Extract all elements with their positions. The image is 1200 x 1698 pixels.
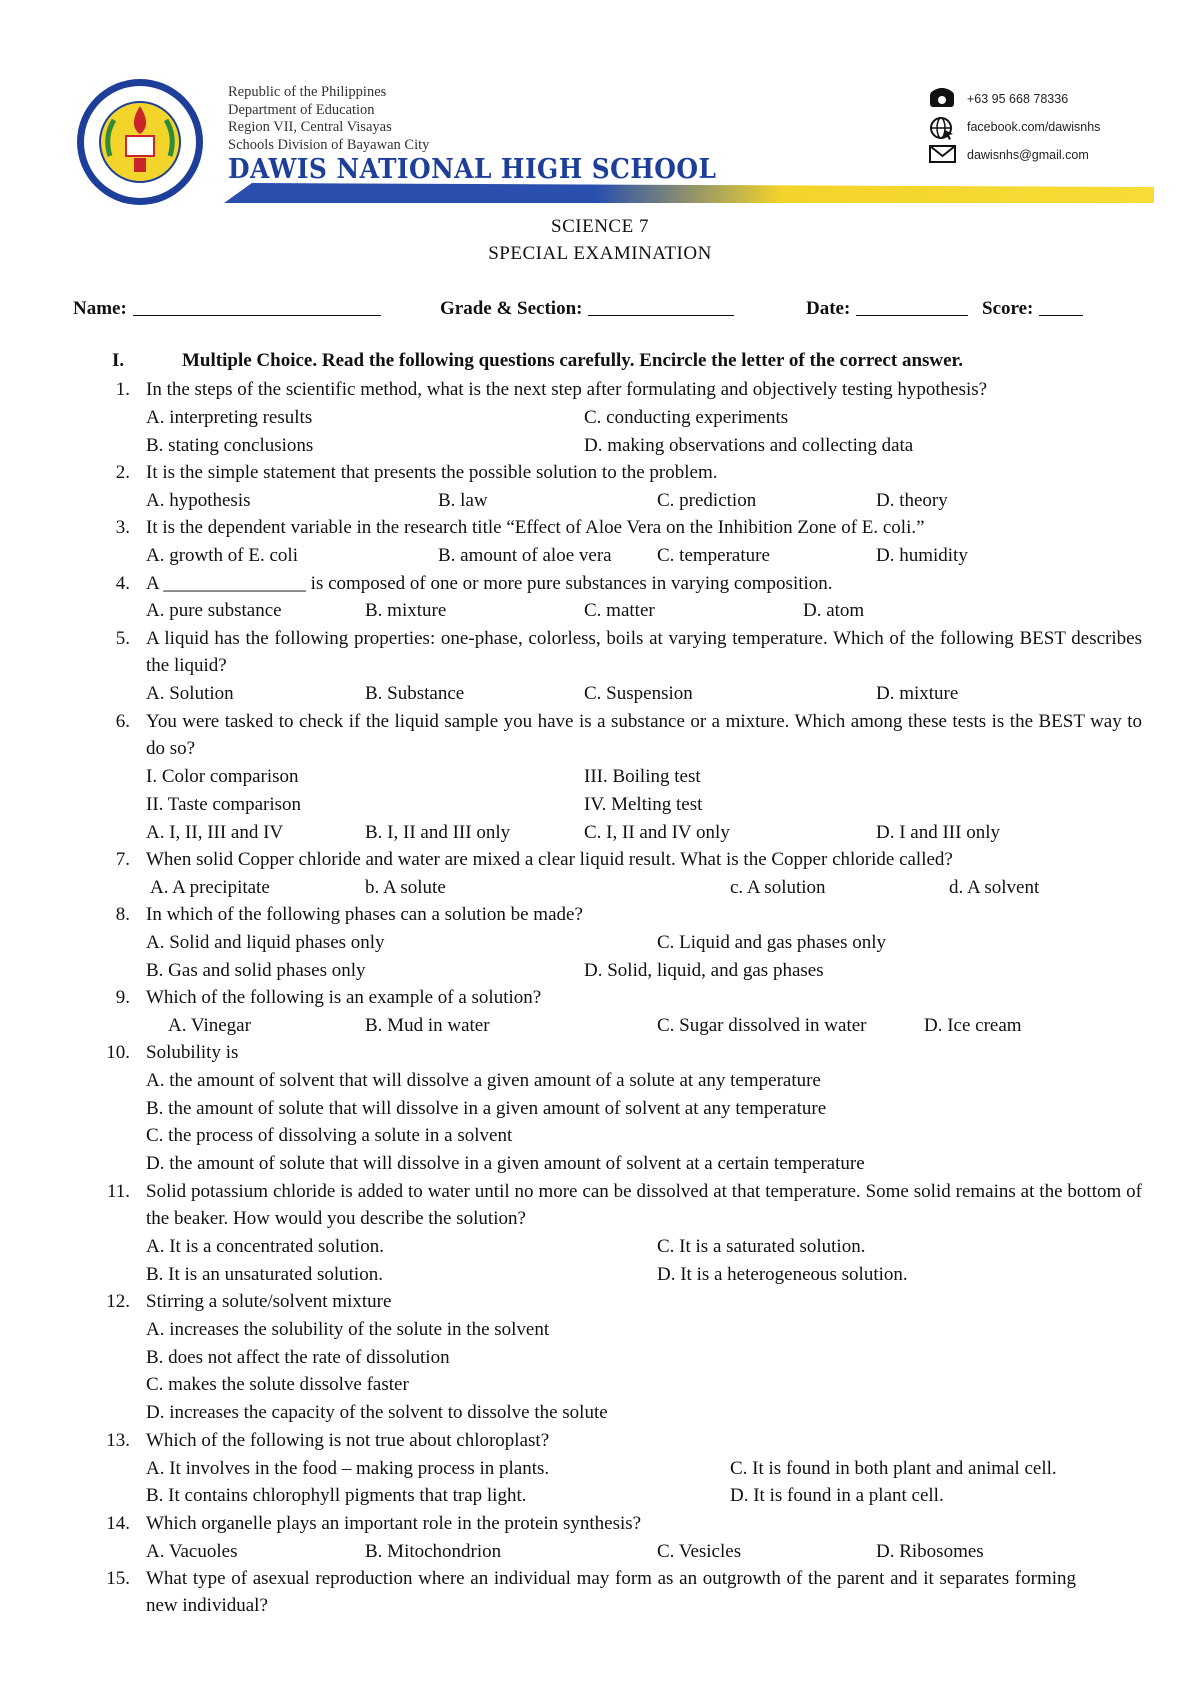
option[interactable]: D. I and III only	[876, 822, 1000, 843]
question-number: 10.	[106, 1042, 130, 1063]
option[interactable]: B. Mitochondrion	[365, 1541, 502, 1562]
question-number: 3.	[115, 517, 130, 538]
letterhead	[74, 76, 1154, 206]
option[interactable]: d. A solvent	[949, 877, 1040, 898]
option[interactable]: A. hypothesis	[146, 490, 251, 511]
option[interactable]: B. amount of aloe vera	[438, 545, 612, 566]
option[interactable]: C. Suspension	[584, 683, 693, 704]
question-number: 14.	[106, 1513, 130, 1534]
option[interactable]: A. Vinegar	[168, 1015, 251, 1036]
score-field[interactable]	[982, 297, 1083, 320]
header-stripe	[224, 183, 1154, 203]
option[interactable]: A. Vacuoles	[146, 1541, 238, 1562]
question-number: 5.	[115, 628, 130, 649]
option[interactable]: B. the amount of solute that will dissolve in a given amount of solvent at any temperature	[146, 1098, 827, 1119]
question-text: A liquid has the following properties: one-phase, colorless, boils at varying temperature. Which of the following BEST describes the liquid?	[146, 628, 1142, 676]
gov-line: Republic of the Philippines	[228, 84, 387, 100]
option[interactable]: A. Solid and liquid phases only	[146, 932, 385, 953]
option[interactable]: B. It contains chlorophyll pigments that trap light.	[146, 1485, 527, 1506]
question-text: Solid potassium chloride is added to water until no more can be dissolved at that temperature. Some solid remains at the bottom of the beaker. How would you describe the solution?	[146, 1181, 1142, 1229]
option[interactable]: A. interpreting results	[146, 407, 313, 428]
exam-title: SPECIAL EXAMINATION	[488, 243, 712, 264]
question-text: It is the simple statement that presents the possible solution to the problem.	[146, 462, 718, 483]
option[interactable]: C. It is found in both plant and animal cell.	[730, 1458, 1057, 1479]
option[interactable]: D. Ice cream	[924, 1015, 1022, 1036]
option[interactable]: D. making observations and collecting data	[584, 435, 914, 456]
name-blank[interactable]	[133, 297, 381, 316]
option[interactable]: C. matter	[584, 600, 655, 621]
date-field[interactable]	[806, 297, 968, 320]
option[interactable]: A. Solution	[146, 683, 234, 704]
option[interactable]: D. the amount of solute that will dissolve in a given amount of solvent at a certain temperature	[146, 1153, 865, 1174]
name-label: Name:	[73, 298, 127, 319]
option[interactable]: A. A precipitate	[150, 877, 270, 898]
option[interactable]: D. atom	[803, 600, 865, 621]
gov-line: Department of Education	[228, 101, 375, 118]
option[interactable]: C. temperature	[657, 545, 770, 566]
option[interactable]: D. It is found in a plant cell.	[730, 1485, 944, 1506]
option[interactable]: C. Vesicles	[657, 1541, 742, 1562]
school-name: DAWIS NATIONAL HIGH SCHOOL	[228, 154, 717, 185]
option[interactable]: C. It is a saturated solution.	[657, 1236, 866, 1257]
option[interactable]: B. It is an unsaturated solution.	[146, 1264, 383, 1285]
globe-icon	[929, 116, 955, 140]
mail-icon	[929, 144, 957, 164]
option[interactable]: A. It is a concentrated solution.	[146, 1236, 384, 1257]
grade-blank[interactable]	[588, 297, 734, 316]
question-number: 4.	[115, 573, 130, 594]
option[interactable]: B. Gas and solid phases only	[146, 960, 366, 981]
option[interactable]: C. Sugar dissolved in water	[657, 1015, 867, 1036]
option[interactable]: D. humidity	[876, 545, 968, 566]
facebook-text: facebook.com/dawisnhs	[967, 120, 1101, 134]
option[interactable]: c. A solution	[730, 877, 826, 898]
question-number: 13.	[106, 1430, 130, 1451]
option[interactable]: D. It is a heterogeneous solution.	[657, 1264, 908, 1285]
question-text: What type of asexual reproduction where an individual may form as an outgrowth of the parent and it separates forming new individual?	[146, 1568, 1076, 1616]
question-text: A _______________ is composed of one or more pure substances in varying composition.	[146, 573, 833, 594]
question-number: 6.	[115, 711, 130, 732]
section-number: I.	[112, 350, 125, 371]
option[interactable]: D. increases the capacity of the solvent to dissolve the solute	[146, 1402, 608, 1423]
option[interactable]: D. Ribosomes	[876, 1541, 984, 1562]
test-item: II. Taste comparison	[146, 794, 302, 815]
phone-text: +63 95 668 78336	[967, 92, 1069, 106]
question-number: 12.	[106, 1291, 130, 1312]
name-field[interactable]	[73, 297, 381, 320]
option[interactable]: A. the amount of solvent that will dissolve a given amount of a solute at any temperature	[146, 1070, 821, 1091]
question-number: 2.	[115, 462, 130, 483]
question-number: 7.	[115, 849, 130, 870]
test-item: IV. Melting test	[584, 794, 703, 815]
option[interactable]: A. It involves in the food – making process in plants.	[146, 1458, 550, 1479]
option[interactable]: D. Solid, liquid, and gas phases	[584, 960, 824, 981]
question-number: 11.	[106, 1181, 130, 1202]
question-text: You were tasked to check if the liquid sample you have is a substance or a mixture. Which among these tests is the BEST way to do so?	[146, 711, 1142, 759]
question-text: Which organelle plays an important role in the protein synthesis?	[146, 1513, 642, 1534]
question-number: 15.	[106, 1568, 130, 1589]
grade-section-field[interactable]	[440, 297, 734, 320]
option[interactable]: B. stating conclusions	[146, 435, 314, 456]
score-label: Score:	[982, 298, 1034, 319]
option[interactable]: C. the process of dissolving a solute in a solvent	[146, 1125, 513, 1146]
option[interactable]: D. mixture	[876, 683, 959, 704]
question-number: 1.	[115, 379, 130, 400]
question-number: 9.	[115, 987, 130, 1008]
option[interactable]: C. prediction	[657, 490, 757, 511]
option[interactable]: C. Liquid and gas phases only	[657, 932, 887, 953]
option[interactable]: B. Mud in water	[365, 1015, 490, 1036]
question-text: It is the dependent variable in the research title “Effect of Aloe Vera on the Inhibition Zone of E. coli.”	[146, 517, 925, 538]
question-text: Solubility is	[146, 1042, 239, 1063]
test-item: III. Boiling test	[584, 766, 701, 787]
date-label: Date:	[806, 298, 851, 319]
question-text: Which of the following is not true about chloroplast?	[146, 1430, 550, 1451]
date-blank[interactable]	[856, 297, 968, 316]
option[interactable]: C. makes the solute dissolve faster	[146, 1374, 409, 1395]
government-lines	[228, 84, 429, 154]
section-instruction: Multiple Choice. Read the following questions carefully. Encircle the letter of the correct answer.	[182, 350, 963, 371]
option[interactable]: B. law	[438, 490, 488, 511]
option[interactable]: A. I, II, III and IV	[146, 822, 284, 843]
grade-label: Grade & Section:	[440, 298, 583, 319]
option[interactable]: A. increases the solubility of the solute in the solvent	[146, 1319, 550, 1340]
option[interactable]: B. Substance	[365, 683, 465, 704]
option[interactable]: B. mixture	[365, 600, 447, 621]
question-text: In the steps of the scientific method, what is the next step after formulating and objectively testing hypothesis?	[146, 379, 988, 400]
option[interactable]: C. I, II and IV only	[584, 822, 730, 843]
option[interactable]: A. pure substance	[146, 600, 282, 621]
option[interactable]: B. does not affect the rate of dissolution	[146, 1347, 450, 1368]
question-text: Which of the following is an example of a solution?	[146, 987, 542, 1008]
option[interactable]: C. conducting experiments	[584, 407, 789, 428]
question-number: 8.	[115, 904, 130, 925]
question-text: Stirring a solute/solvent mixture	[146, 1291, 392, 1312]
option[interactable]: A. growth of E. coli	[146, 545, 298, 566]
gov-line: Region VII, Central Visayas	[228, 119, 392, 135]
option[interactable]: b. A solute	[365, 877, 446, 898]
phone-icon	[929, 88, 955, 108]
subject-title: SCIENCE 7	[551, 216, 649, 237]
score-blank[interactable]	[1039, 297, 1083, 316]
question-text: In which of the following phases can a solution be made?	[146, 904, 583, 925]
question-text: When solid Copper chloride and water are mixed a clear liquid result. What is the Copper chloride called?	[146, 849, 953, 870]
option[interactable]: B. I, II and III only	[365, 822, 511, 843]
test-item: I. Color comparison	[146, 766, 299, 787]
option[interactable]: D. theory	[876, 490, 948, 511]
school-seal-icon	[74, 76, 206, 208]
email-text: dawisnhs@gmail.com	[967, 148, 1089, 162]
gov-line: Schools Division of Bayawan City	[228, 136, 430, 153]
